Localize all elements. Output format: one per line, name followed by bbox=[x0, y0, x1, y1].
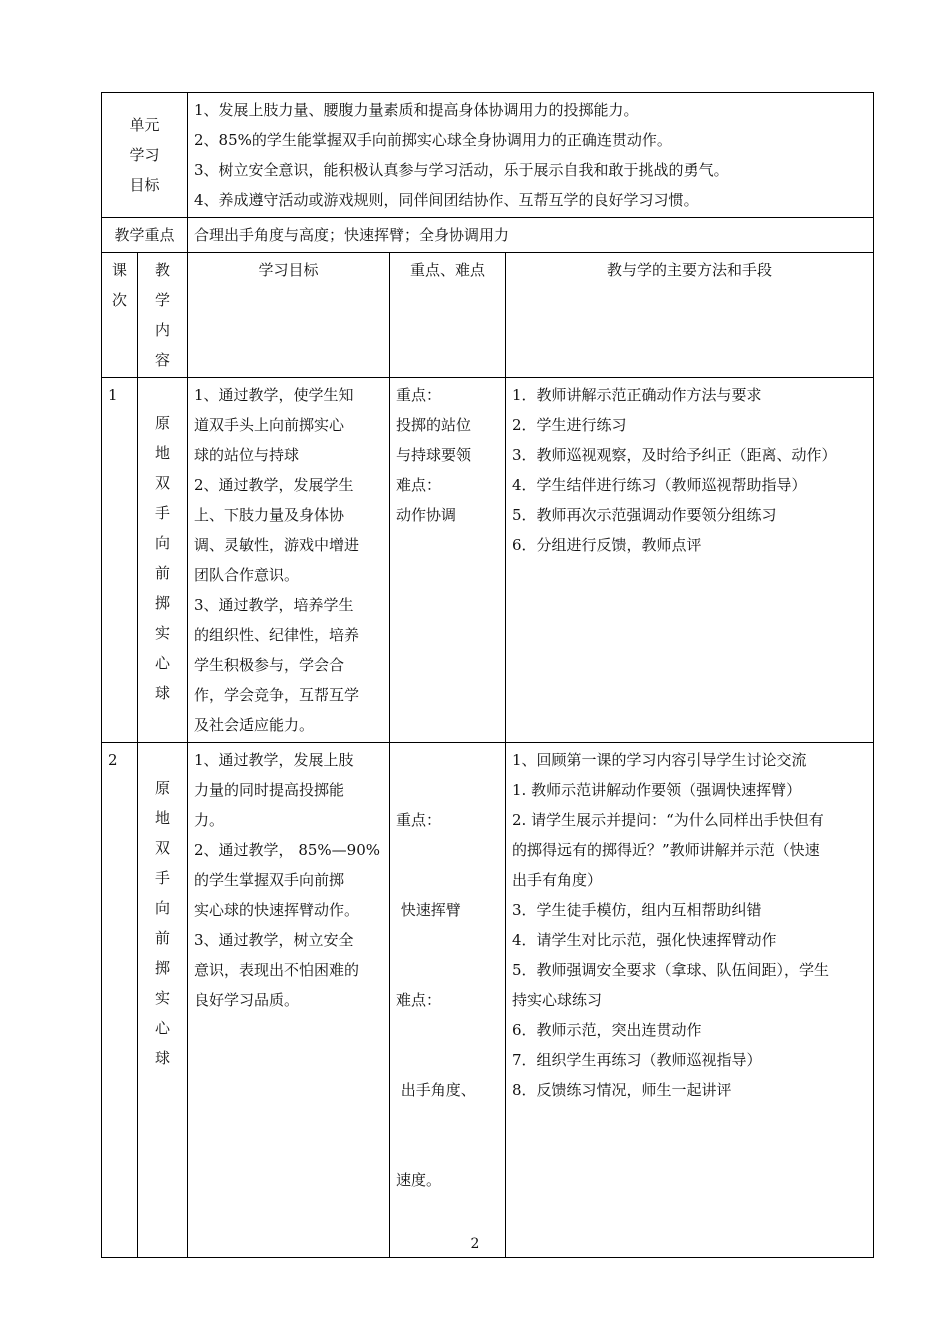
focus-text: 合理出手角度与高度；快速挥臂；全身协调用力 bbox=[188, 218, 874, 253]
lesson-objectives: 1、通过教学，使学生知 道双手头上向前掷实心 球的站位与持球 2、通过教学，发展学生 上、下肢力量及身体协 调、灵敏性，游戏中增进 团队合作意识。 3、通过教学，培养学生 的组织性、纪律性，培养 学生积极参与，学会合 作，学会竞争，互帮互学 及社会适应能力。 bbox=[188, 378, 390, 743]
header-key-points: 重点、难点 bbox=[390, 253, 506, 378]
lesson-content: 原 地 双 手 向 前 掷 实 心 球 bbox=[138, 743, 188, 1258]
lesson-number: 2 bbox=[102, 743, 138, 1258]
lesson-row bbox=[102, 743, 874, 1258]
header-content: 教 学 内 容 bbox=[138, 253, 188, 378]
lesson-plan-table bbox=[101, 92, 874, 1258]
lesson-number: 1 bbox=[102, 378, 138, 743]
header-lesson: 课 次 bbox=[102, 253, 138, 378]
page-number: 2 bbox=[470, 1236, 480, 1252]
header-methods: 教与学的主要方法和手段 bbox=[506, 253, 874, 378]
focus-label: 教学重点 bbox=[102, 218, 188, 253]
unit-goals-text: 1、发展上肢力量、腰腹力量素质和提高身体协调用力的投掷能力。 2、85%的学生能掌握双手向前掷实心球全身协调用力的正确连贯动作。 3、树立安全意识，能积极认真参与学习活动，乐于展示自我和敢于挑战的勇气。 4、养成遵守活动或游戏规则，同伴间团结协作、互帮互学的良好学习习惯。 bbox=[188, 93, 874, 218]
header-row bbox=[102, 253, 874, 378]
unit-goals-row bbox=[102, 93, 874, 218]
lesson-key-points: 重点： 快速挥臂 难点： 出手角度、 速度。 bbox=[390, 743, 506, 1258]
lesson-methods: 1、回顾第一课的学习内容引导学生讨论交流 1. 教师示范讲解动作要领（强调快速挥臂） 2. 请学生展示并提问：“为什么同样出手快但有 的掷得远有的掷得近？”教师讲解并示范（快速 出手有角度） 3．学生徒手模仿，组内互相帮助纠错 4．请学生对比示范，强化快速挥臂动作 5．教师强调安全要求（拿球、队伍间距），学生 持实心球练习 6．教师示范，突出连贯动作 7．组织学生再练习（教师巡视指导） 8．反馈练习情况，师生一起讲评 bbox=[506, 743, 874, 1258]
lesson-row bbox=[102, 378, 874, 743]
lesson-content: 原 地 双 手 向 前 掷 实 心 球 bbox=[138, 378, 188, 743]
unit-goals-label: 单元 学习 目标 bbox=[102, 93, 188, 218]
lesson-methods: 1．教师讲解示范正确动作方法与要求 2．学生进行练习 3．教师巡视观察，及时给予纠正（距离、动作） 4．学生结伴进行练习（教师巡视帮助指导） 5．教师再次示范强调动作要领分组练习 6．分组进行反馈，教师点评 bbox=[506, 378, 874, 743]
header-objectives: 学习目标 bbox=[188, 253, 390, 378]
lesson-key-points: 重点： 投掷的站位 与持球要领 难点： 动作协调 bbox=[390, 378, 506, 743]
focus-row bbox=[102, 218, 874, 253]
lesson-objectives: 1、通过教学，发展上肢 力量的同时提高投掷能 力。 2、通过教学， 85%—90% 的学生掌握双手向前掷 实心球的快速挥臂动作。 3、通过教学，树立安全 意识，表现出不怕困难的 良好学习品质。 bbox=[188, 743, 390, 1258]
